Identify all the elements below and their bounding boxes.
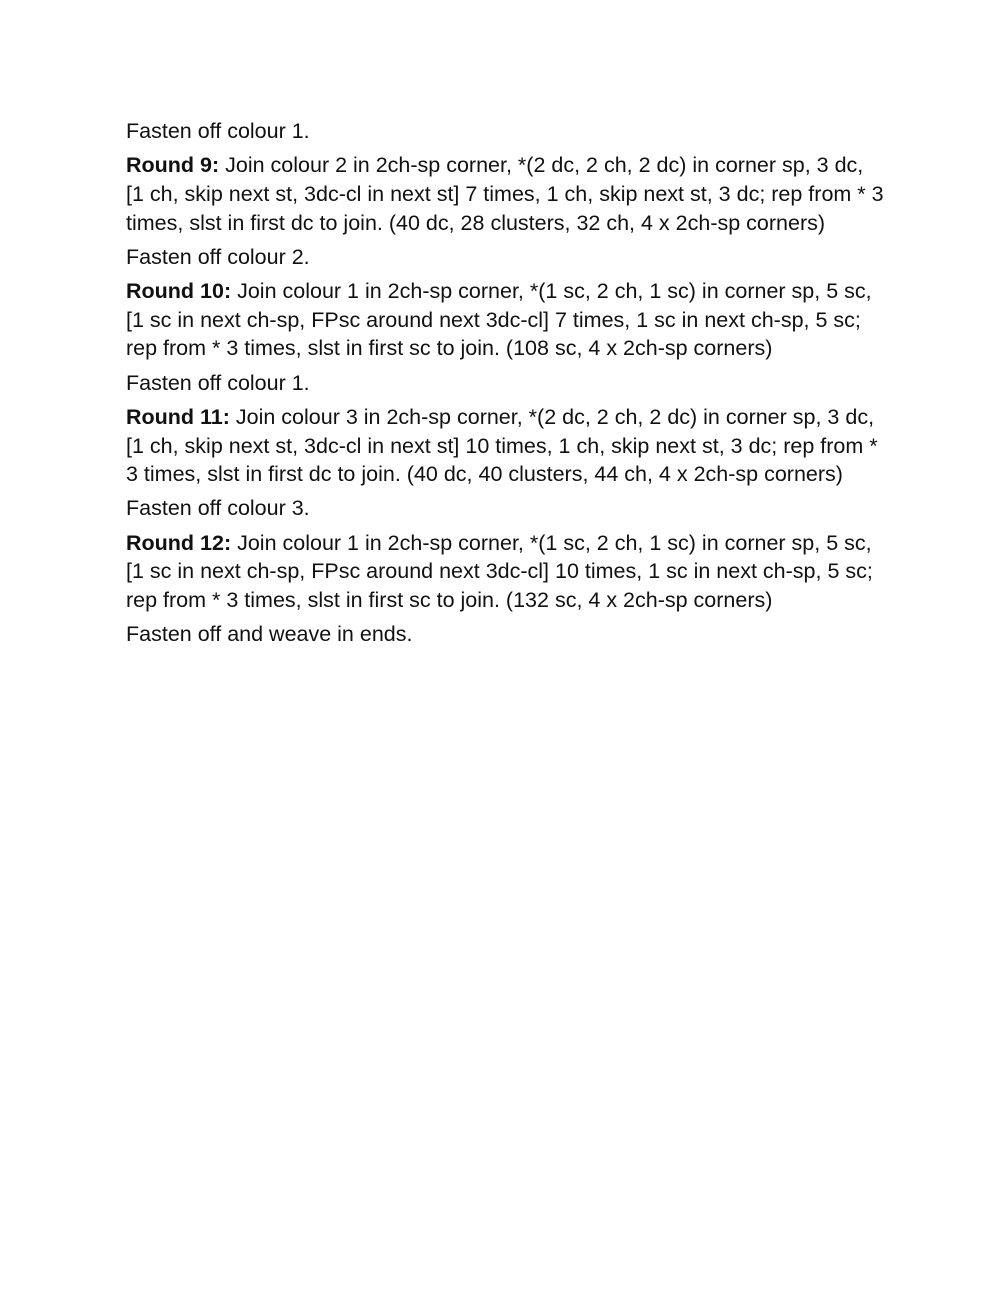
- round-label: Round 11:: [126, 404, 230, 429]
- final-note: [126, 620, 886, 649]
- round-instruction: [126, 151, 886, 237]
- round-label: Round 12:: [126, 530, 232, 555]
- round-label: Round 9:: [126, 153, 220, 178]
- fasten-off-note: [126, 369, 886, 398]
- round-instruction: [126, 529, 886, 615]
- round-text: Join colour 1 in 2ch-sp corner, *(1 sc, 2 ch, 1 sc) in corner sp, 5 sc, [1 sc in next ch-sp, FPsc around next 3dc-cl] 10 times, 1 sc in next ch-sp, 5 sc; rep from * 3 times, slst in first sc to join. (132 sc, 4 x 2ch-sp corners): [126, 530, 873, 613]
- note-text: Fasten off and weave in ends.: [126, 622, 413, 647]
- fasten-off-note: [126, 117, 886, 146]
- round-label: Round 10:: [126, 279, 232, 304]
- round-instruction: [126, 277, 886, 363]
- round-text: Join colour 1 in 2ch-sp corner, *(1 sc, 2 ch, 1 sc) in corner sp, 5 sc, [1 sc in next ch-sp, FPsc around next 3dc-cl] 7 times, 1 sc in next ch-sp, 5 sc; rep from * 3 times, slst in first sc to join. (108 sc, 4 x 2ch-sp corners): [126, 279, 872, 361]
- round-text: Join colour 2 in 2ch-sp corner, *(2 dc, 2 ch, 2 dc) in corner sp, 3 dc, [1 ch, skip next st, 3dc-cl in next st] 7 times, 1 ch, skip next st, 3 dc; rep from * 3 times, slst in first dc to join. (40 dc, 28 clusters, 32 ch, 4 x 2ch-sp corners): [126, 153, 884, 235]
- round-text: Join colour 3 in 2ch-sp corner, *(2 dc, 2 ch, 2 dc) in corner sp, 3 dc, [1 ch, skip next st, 3dc-cl in next st] 10 times, 1 ch, skip next st, 3 dc; rep from * 3 times, slst in first dc to join. (40 dc, 40 clusters, 44 ch, 4 x 2ch-sp corners): [126, 404, 878, 487]
- fasten-off-note: [126, 494, 886, 523]
- fasten-off-note: [126, 243, 886, 272]
- note-text: Fasten off colour 2.: [126, 244, 310, 269]
- document-page: [126, 117, 886, 654]
- note-text: Fasten off colour 3.: [126, 496, 310, 521]
- note-text: Fasten off colour 1.: [126, 370, 310, 395]
- note-text: Fasten off colour 1.: [126, 119, 310, 143]
- round-instruction: [126, 403, 886, 489]
